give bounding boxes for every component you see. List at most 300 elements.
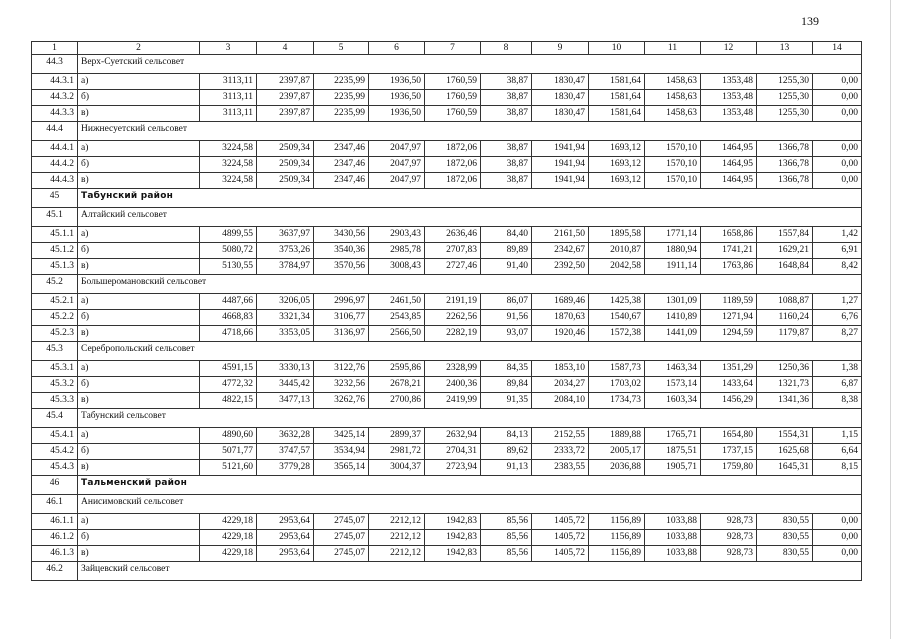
row-code: 46 <box>32 476 78 495</box>
table-row <box>32 310 862 326</box>
table-cell: 4890,60 <box>200 428 257 444</box>
table-cell: 1658,86 <box>701 227 757 243</box>
table-cell: 2745,07 <box>314 514 369 530</box>
row-code: 45.1.2 <box>32 243 78 259</box>
table-cell: 3262,76 <box>314 393 369 409</box>
table-cell: 0,00 <box>813 141 862 157</box>
row-variant-label: в) <box>78 393 200 409</box>
column-header: 11 <box>645 42 701 55</box>
table-cell: 4229,18 <box>200 546 257 562</box>
table-cell: 1366,78 <box>757 157 813 173</box>
table-cell: 4668,83 <box>200 310 257 326</box>
table-cell: 1734,73 <box>589 393 645 409</box>
table-cell: 1255,30 <box>757 106 813 122</box>
table-cell: 2632,94 <box>425 428 481 444</box>
table-cell: 38,87 <box>481 74 532 90</box>
table-cell: 1942,83 <box>425 530 481 546</box>
table-cell: 2723,94 <box>425 460 481 476</box>
table-cell: 928,73 <box>701 530 757 546</box>
table-header-row <box>32 42 862 55</box>
table-cell: 2235,99 <box>314 74 369 90</box>
table-cell: 5071,77 <box>200 444 257 460</box>
table-cell: 2953,64 <box>257 514 314 530</box>
table-cell: 1255,30 <box>757 90 813 106</box>
table-cell: 85,56 <box>481 546 532 562</box>
table-row <box>32 326 862 342</box>
table-cell: 2262,56 <box>425 310 481 326</box>
table-cell: 1160,24 <box>757 310 813 326</box>
table-cell: 2282,19 <box>425 326 481 342</box>
row-code: 44.4.3 <box>32 173 78 189</box>
table-cell: 3534,94 <box>314 444 369 460</box>
table-row <box>32 530 862 546</box>
table-cell: 1765,71 <box>645 428 701 444</box>
table-cell: 3445,42 <box>257 377 314 393</box>
district-name: Табунский район <box>78 189 862 208</box>
table-cell: 2010,87 <box>589 243 645 259</box>
table-cell: 1872,06 <box>425 157 481 173</box>
table-cell: 8,15 <box>813 460 862 476</box>
row-code: 44.4 <box>32 122 78 141</box>
table-cell: 1689,46 <box>532 294 589 310</box>
table-cell: 2461,50 <box>369 294 425 310</box>
table-cell: 3430,56 <box>314 227 369 243</box>
table-cell: 1573,14 <box>645 377 701 393</box>
table-cell: 1410,89 <box>645 310 701 326</box>
table-cell: 2996,97 <box>314 294 369 310</box>
table-cell: 1458,63 <box>645 74 701 90</box>
table-cell: 2047,97 <box>369 157 425 173</box>
table-cell: 2342,67 <box>532 243 589 259</box>
table-cell: 6,76 <box>813 310 862 326</box>
table-cell: 2397,87 <box>257 106 314 122</box>
table-cell: 1587,73 <box>589 361 645 377</box>
table-cell: 2509,34 <box>257 173 314 189</box>
table-cell: 2700,86 <box>369 393 425 409</box>
table-cell: 6,64 <box>813 444 862 460</box>
table-cell: 91,35 <box>481 393 532 409</box>
table-cell: 2212,12 <box>369 530 425 546</box>
table-cell: 0,00 <box>813 90 862 106</box>
table-row <box>32 294 862 310</box>
column-header: 5 <box>314 42 369 55</box>
table-cell: 3224,58 <box>200 157 257 173</box>
row-code: 45 <box>32 189 78 208</box>
table-cell: 38,87 <box>481 157 532 173</box>
row-code: 45.3 <box>32 342 78 361</box>
table-cell: 3570,56 <box>314 259 369 275</box>
table-cell: 4718,66 <box>200 326 257 342</box>
table-cell: 1366,78 <box>757 173 813 189</box>
table-row <box>32 259 862 275</box>
table-cell: 2903,43 <box>369 227 425 243</box>
district-row <box>32 189 862 208</box>
row-code: 44.4.2 <box>32 157 78 173</box>
table-cell: 1581,64 <box>589 106 645 122</box>
table-cell: 2745,07 <box>314 546 369 562</box>
table-cell: 928,73 <box>701 546 757 562</box>
row-code: 45.4 <box>32 409 78 428</box>
table-cell: 1540,67 <box>589 310 645 326</box>
table-cell: 1875,51 <box>645 444 701 460</box>
table-cell: 6,87 <box>813 377 862 393</box>
page-edge-line <box>890 0 891 639</box>
table-cell: 3784,97 <box>257 259 314 275</box>
table-row <box>32 428 862 444</box>
section-row <box>32 275 862 294</box>
table-cell: 2704,31 <box>425 444 481 460</box>
table-cell: 91,13 <box>481 460 532 476</box>
table-cell: 3008,43 <box>369 259 425 275</box>
section-row <box>32 342 862 361</box>
table-cell: 1458,63 <box>645 90 701 106</box>
table-cell: 1830,47 <box>532 106 589 122</box>
table-cell: 2899,37 <box>369 428 425 444</box>
section-row <box>32 208 862 227</box>
table-cell: 1179,87 <box>757 326 813 342</box>
table-cell: 2981,72 <box>369 444 425 460</box>
section-name: Большеромановский сельсовет <box>78 275 862 294</box>
row-code: 45.1.3 <box>32 259 78 275</box>
table-cell: 2392,50 <box>532 259 589 275</box>
table-cell: 1648,84 <box>757 259 813 275</box>
table-row <box>32 141 862 157</box>
table-cell: 1572,38 <box>589 326 645 342</box>
row-variant-label: а) <box>78 141 200 157</box>
table-cell: 1189,59 <box>701 294 757 310</box>
row-code: 45.1 <box>32 208 78 227</box>
table-cell: 1464,95 <box>701 141 757 157</box>
table-cell: 1920,46 <box>532 326 589 342</box>
table-cell: 1830,47 <box>532 90 589 106</box>
table-cell: 85,56 <box>481 514 532 530</box>
table-cell: 4822,15 <box>200 393 257 409</box>
table-cell: 0,00 <box>813 530 862 546</box>
table-cell: 1425,38 <box>589 294 645 310</box>
row-code: 44.3.3 <box>32 106 78 122</box>
table-cell: 1570,10 <box>645 141 701 157</box>
table-cell: 1570,10 <box>645 173 701 189</box>
row-code: 46.1.3 <box>32 546 78 562</box>
table-cell: 3425,14 <box>314 428 369 444</box>
section-row <box>32 409 862 428</box>
table-cell: 89,84 <box>481 377 532 393</box>
row-code: 45.2.3 <box>32 326 78 342</box>
table-cell: 1895,58 <box>589 227 645 243</box>
column-header: 7 <box>425 42 481 55</box>
column-header: 14 <box>813 42 862 55</box>
table-cell: 1458,63 <box>645 106 701 122</box>
table-cell: 1,42 <box>813 227 862 243</box>
table-cell: 1156,89 <box>589 546 645 562</box>
row-variant-label: б) <box>78 157 200 173</box>
table-cell: 2235,99 <box>314 106 369 122</box>
column-header: 8 <box>481 42 532 55</box>
table-cell: 2235,99 <box>314 90 369 106</box>
table-cell: 1351,29 <box>701 361 757 377</box>
table-cell: 8,38 <box>813 393 862 409</box>
table-cell: 3753,26 <box>257 243 314 259</box>
section-name: Верх-Суетский сельсовет <box>78 55 862 74</box>
table-cell: 3106,77 <box>314 310 369 326</box>
table-cell: 3565,14 <box>314 460 369 476</box>
table-cell: 1433,64 <box>701 377 757 393</box>
table-cell: 1693,12 <box>589 141 645 157</box>
district-name: Тальменский район <box>78 476 862 495</box>
table-cell: 1703,02 <box>589 377 645 393</box>
table-cell: 1033,88 <box>645 546 701 562</box>
table-cell: 8,42 <box>813 259 862 275</box>
table-cell: 1557,84 <box>757 227 813 243</box>
table-cell: 38,87 <box>481 173 532 189</box>
table-cell: 830,55 <box>757 530 813 546</box>
table-cell: 1625,68 <box>757 444 813 460</box>
table-cell: 1737,15 <box>701 444 757 460</box>
table-cell: 4899,55 <box>200 227 257 243</box>
table-cell: 2953,64 <box>257 530 314 546</box>
section-row <box>32 495 862 514</box>
table-cell: 1870,63 <box>532 310 589 326</box>
table-cell: 830,55 <box>757 514 813 530</box>
table-cell: 1,27 <box>813 294 862 310</box>
table-cell: 86,07 <box>481 294 532 310</box>
table-cell: 1693,12 <box>589 157 645 173</box>
table-cell: 1255,30 <box>757 74 813 90</box>
section-name: Серебропольский сельсовет <box>78 342 862 361</box>
row-code: 45.4.3 <box>32 460 78 476</box>
row-code: 45.2 <box>32 275 78 294</box>
table-cell: 3113,11 <box>200 74 257 90</box>
table-cell: 1760,59 <box>425 106 481 122</box>
table-cell: 2400,36 <box>425 377 481 393</box>
table-cell: 1763,86 <box>701 259 757 275</box>
table-cell: 2047,97 <box>369 173 425 189</box>
table-cell: 1581,64 <box>589 90 645 106</box>
row-variant-label: в) <box>78 173 200 189</box>
table-cell: 1872,06 <box>425 141 481 157</box>
table-cell: 2333,72 <box>532 444 589 460</box>
table-cell: 1880,94 <box>645 243 701 259</box>
row-code: 46.2 <box>32 562 78 581</box>
table-row <box>32 243 862 259</box>
table-row <box>32 546 862 562</box>
table-cell: 0,00 <box>813 157 862 173</box>
row-variant-label: а) <box>78 227 200 243</box>
table-cell: 2985,78 <box>369 243 425 259</box>
table-row <box>32 173 862 189</box>
table-cell: 3540,36 <box>314 243 369 259</box>
table-cell: 1353,48 <box>701 90 757 106</box>
table-cell: 2212,12 <box>369 514 425 530</box>
table-cell: 1830,47 <box>532 74 589 90</box>
row-code: 44.3.1 <box>32 74 78 90</box>
table-cell: 1759,80 <box>701 460 757 476</box>
row-code: 45.3.3 <box>32 393 78 409</box>
table-cell: 3224,58 <box>200 173 257 189</box>
table-cell: 1936,50 <box>369 90 425 106</box>
table-cell: 85,56 <box>481 530 532 546</box>
table-row <box>32 157 862 173</box>
table-cell: 1321,73 <box>757 377 813 393</box>
table-cell: 1464,95 <box>701 157 757 173</box>
table-cell: 1033,88 <box>645 530 701 546</box>
row-variant-label: в) <box>78 460 200 476</box>
table-cell: 1889,88 <box>589 428 645 444</box>
table-cell: 3353,05 <box>257 326 314 342</box>
table-cell: 3136,97 <box>314 326 369 342</box>
table-row <box>32 393 862 409</box>
table-cell: 1405,72 <box>532 546 589 562</box>
table-cell: 1872,06 <box>425 173 481 189</box>
row-code: 44.4.1 <box>32 141 78 157</box>
table-cell: 1405,72 <box>532 514 589 530</box>
table-cell: 3232,56 <box>314 377 369 393</box>
section-name: Табунский сельсовет <box>78 409 862 428</box>
table-cell: 1301,09 <box>645 294 701 310</box>
table-cell: 1156,89 <box>589 530 645 546</box>
row-variant-label: б) <box>78 377 200 393</box>
row-code: 46.1 <box>32 495 78 514</box>
table-row <box>32 444 862 460</box>
row-code: 45.2.2 <box>32 310 78 326</box>
row-code: 45.3.2 <box>32 377 78 393</box>
table-cell: 830,55 <box>757 546 813 562</box>
table-cell: 1603,34 <box>645 393 701 409</box>
table-cell: 3321,34 <box>257 310 314 326</box>
table-cell: 1941,94 <box>532 173 589 189</box>
table-row <box>32 227 862 243</box>
table-cell: 1629,21 <box>757 243 813 259</box>
table-cell: 84,13 <box>481 428 532 444</box>
table-cell: 1741,21 <box>701 243 757 259</box>
table-cell: 1463,34 <box>645 361 701 377</box>
table-cell: 2727,46 <box>425 259 481 275</box>
table-row <box>32 377 862 393</box>
column-header: 3 <box>200 42 257 55</box>
table-cell: 8,27 <box>813 326 862 342</box>
table-cell: 6,91 <box>813 243 862 259</box>
table-body <box>32 42 862 581</box>
column-header: 13 <box>757 42 813 55</box>
table-cell: 1645,31 <box>757 460 813 476</box>
table-row <box>32 514 862 530</box>
table-cell: 1456,29 <box>701 393 757 409</box>
table-cell: 2383,55 <box>532 460 589 476</box>
table-cell: 89,62 <box>481 444 532 460</box>
table-cell: 1853,10 <box>532 361 589 377</box>
section-name: Алтайский сельсовет <box>78 208 862 227</box>
table-cell: 2707,83 <box>425 243 481 259</box>
table-cell: 3122,76 <box>314 361 369 377</box>
table-cell: 2152,55 <box>532 428 589 444</box>
table-cell: 1942,83 <box>425 514 481 530</box>
table-cell: 1,38 <box>813 361 862 377</box>
row-variant-label: в) <box>78 326 200 342</box>
table-cell: 1654,80 <box>701 428 757 444</box>
table-cell: 0,00 <box>813 106 862 122</box>
row-variant-label: а) <box>78 294 200 310</box>
table-cell: 1294,59 <box>701 326 757 342</box>
table-cell: 1341,36 <box>757 393 813 409</box>
row-variant-label: б) <box>78 530 200 546</box>
table-cell: 5130,55 <box>200 259 257 275</box>
row-variant-label: б) <box>78 310 200 326</box>
table-cell: 0,00 <box>813 546 862 562</box>
table-row <box>32 460 862 476</box>
table-cell: 1366,78 <box>757 141 813 157</box>
section-row <box>32 562 862 581</box>
table-cell: 1760,59 <box>425 90 481 106</box>
section-name: Анисимовский сельсовет <box>78 495 862 514</box>
table-cell: 1353,48 <box>701 74 757 90</box>
table-cell: 1441,09 <box>645 326 701 342</box>
column-header: 9 <box>532 42 589 55</box>
table-cell: 1771,14 <box>645 227 701 243</box>
table-cell: 3632,28 <box>257 428 314 444</box>
table-cell: 2509,34 <box>257 157 314 173</box>
column-header: 2 <box>78 42 200 55</box>
table-cell: 2347,46 <box>314 141 369 157</box>
row-code: 45.4.1 <box>32 428 78 444</box>
table-cell: 4591,15 <box>200 361 257 377</box>
table-cell: 2419,99 <box>425 393 481 409</box>
row-variant-label: в) <box>78 106 200 122</box>
table-cell: 1693,12 <box>589 173 645 189</box>
table-cell: 2047,97 <box>369 141 425 157</box>
row-code: 46.1.2 <box>32 530 78 546</box>
table-cell: 5121,60 <box>200 460 257 476</box>
table-cell: 2509,34 <box>257 141 314 157</box>
table-cell: 3004,37 <box>369 460 425 476</box>
table-cell: 3224,58 <box>200 141 257 157</box>
table-cell: 2566,50 <box>369 326 425 342</box>
column-header: 6 <box>369 42 425 55</box>
table-cell: 4772,32 <box>200 377 257 393</box>
table-cell: 3747,57 <box>257 444 314 460</box>
column-header: 10 <box>589 42 645 55</box>
table-cell: 91,40 <box>481 259 532 275</box>
table-row <box>32 74 862 90</box>
table-cell: 1554,31 <box>757 428 813 444</box>
table-cell: 1,15 <box>813 428 862 444</box>
table-cell: 1905,71 <box>645 460 701 476</box>
table-cell: 1936,50 <box>369 106 425 122</box>
row-variant-label: а) <box>78 74 200 90</box>
table-cell: 1088,87 <box>757 294 813 310</box>
table-cell: 38,87 <box>481 106 532 122</box>
table-row <box>32 361 862 377</box>
table-cell: 2084,10 <box>532 393 589 409</box>
table-cell: 1271,94 <box>701 310 757 326</box>
table-cell: 1353,48 <box>701 106 757 122</box>
table-cell: 4229,18 <box>200 530 257 546</box>
row-code: 45.3.1 <box>32 361 78 377</box>
table-cell: 2397,87 <box>257 90 314 106</box>
table-cell: 1942,83 <box>425 546 481 562</box>
row-variant-label: в) <box>78 546 200 562</box>
table-cell: 3477,13 <box>257 393 314 409</box>
row-variant-label: а) <box>78 514 200 530</box>
table-cell: 84,35 <box>481 361 532 377</box>
table-cell: 2034,27 <box>532 377 589 393</box>
table-cell: 2347,46 <box>314 157 369 173</box>
row-variant-label: б) <box>78 243 200 259</box>
table-cell: 3330,13 <box>257 361 314 377</box>
table-cell: 2212,12 <box>369 546 425 562</box>
table-cell: 3637,97 <box>257 227 314 243</box>
row-code: 46.1.1 <box>32 514 78 530</box>
table-cell: 928,73 <box>701 514 757 530</box>
